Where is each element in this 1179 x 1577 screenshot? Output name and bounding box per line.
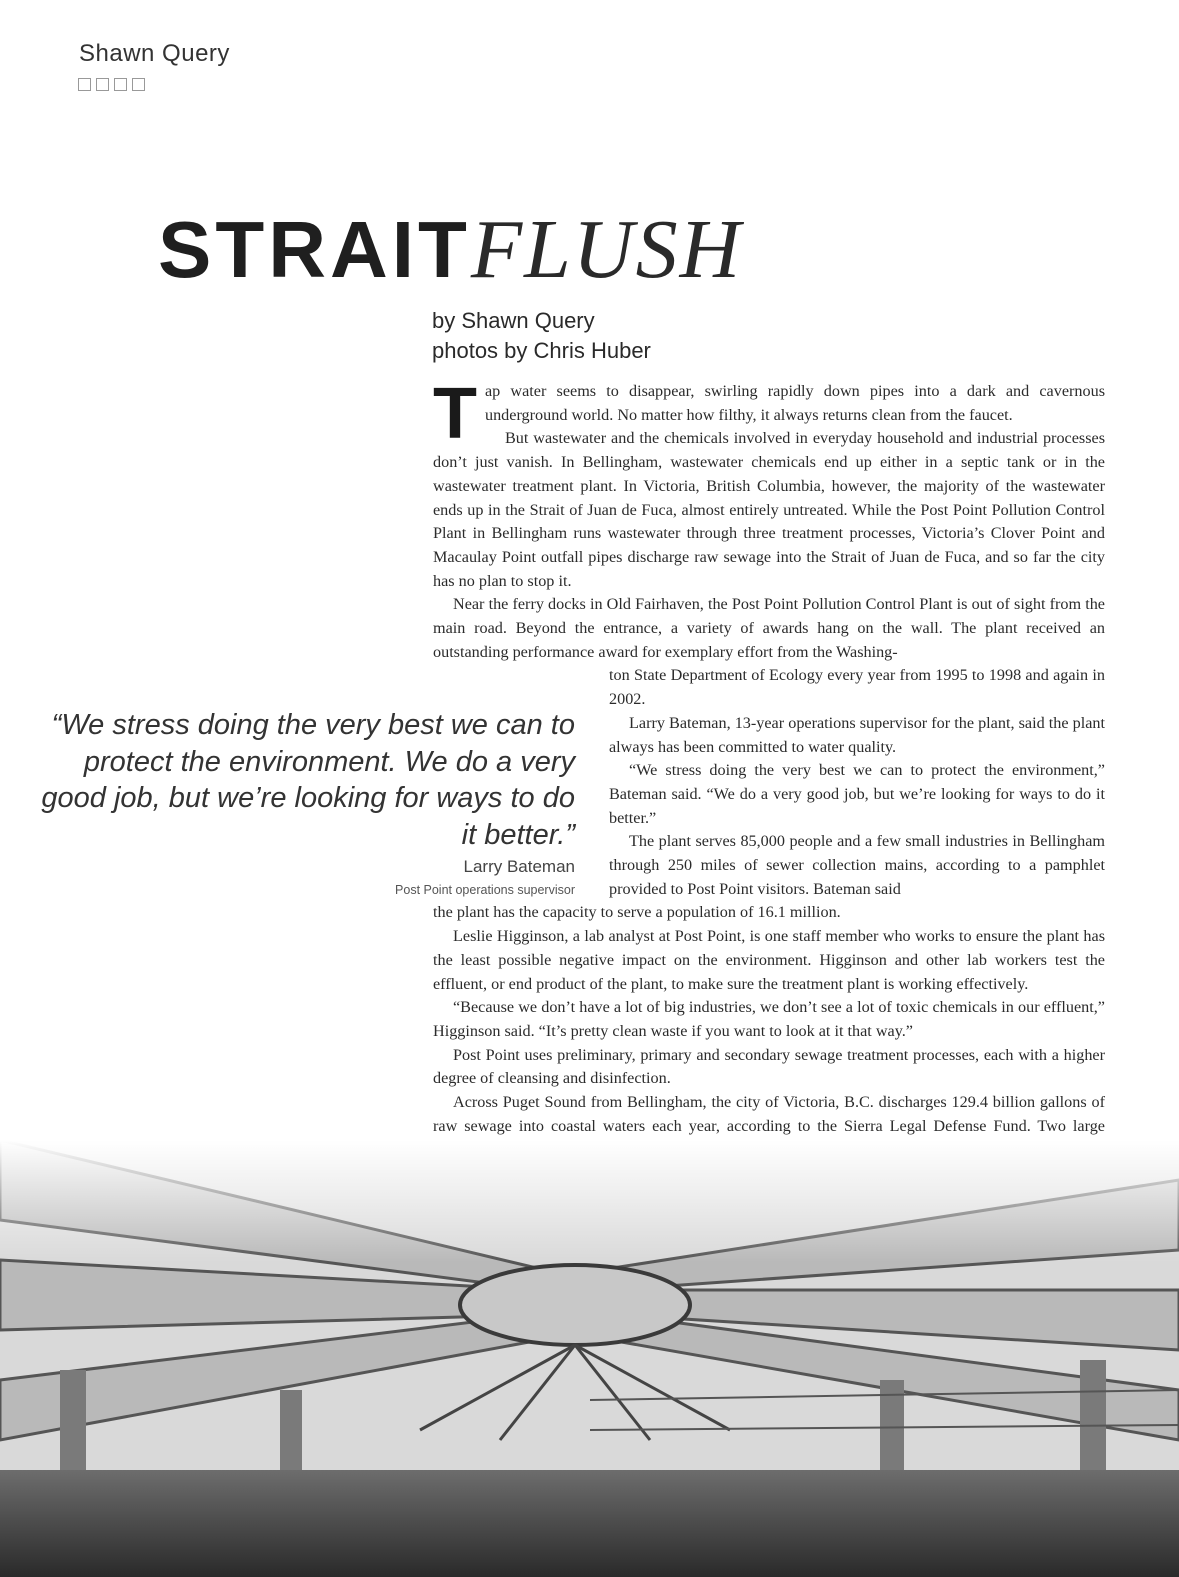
article-paragraph: But wastewater and the chemicals involved in everyday household and industrial processes don’t just vanish. In Bellingham, wastewater chemicals end up either in a septic tank or in the wastewater treatment plant. In Victoria, British Columbia, however, the majority of the wastewater ends up in the Strait of Juan de Fuca, almost entirely untreated. While the Post Point Pollution Control Plant in Bellingham runs wastewater through three treatment processes, Victoria’s Clover Point and Macaulay Point outfall pipes discharge raw sewage into the Strait of Juan de Fuca, and so far the city has no plan to stop it.: [433, 429, 1105, 590]
article-paragraph: the plant has the capacity to serve a population of 16.1 million.: [433, 903, 841, 922]
article-paragraph: ton State Department of Ecology every year from 1995 to 1998 and again in 2002.: [609, 666, 1105, 709]
article-paragraph: The plant serves 85,000 people and a few small industries in Bellingham through 250 miles of sewer collection mains, according to a pamphlet provided to Post Point visitors. Bateman said: [609, 832, 1105, 898]
decor-box: [78, 78, 91, 91]
pull-quote-attribution-title: Post Point operations supervisor: [395, 883, 575, 897]
article-paragraph: “We stress doing the very best we can to protect the environment,” Bateman said. “We do a very good job, but we’re looking for ways to do it better.”: [609, 761, 1105, 827]
byline: [432, 306, 651, 366]
title-part-flush: FLUSH: [470, 203, 743, 296]
drop-cap: T: [433, 374, 477, 454]
article-paragraph: Across Puget Sound from Bellingham, the city of Victoria, B.C. discharges 129.4 billion gallons of raw sewage into coastal waters each year, according to the Sierra Legal Defense Fund. Two large: [433, 1093, 1105, 1135]
article-paragraph: Near the ferry docks in Old Fairhaven, the Post Point Pollution Control Plant is out of sight from the main road. Beyond the entrance, a variety of awards hang on the wall. The plant received an outstanding performance award for exemplary effort from the Washing-: [433, 595, 1105, 661]
decor-box: [114, 78, 127, 91]
decor-box: [132, 78, 145, 91]
byline-photos: photos by Chris Huber: [432, 338, 651, 363]
decor-box: [96, 78, 109, 91]
treatment-plant-photo: [0, 1140, 1179, 1577]
pull-quote: [40, 707, 575, 897]
header-author-name: Shawn Query: [79, 40, 230, 67]
article-paragraph: Post Point uses preliminary, primary and secondary sewage treatment processes, each with a higher degree of cleansing and disinfection.: [433, 1045, 1105, 1088]
header-decoration: [78, 78, 145, 91]
pull-quote-text: “We stress doing the very best we can to protect the environment. We do a very good job, but we’re looking for ways to do it better.”: [41, 709, 575, 851]
article-paragraph: Larry Bateman, 13-year operations supervisor for the plant, said the plant always has been committed to water quality.: [609, 713, 1105, 756]
paragraph-text: ap water seems to disappear, swirling rapidly down pipes into a dark and cavernous underground world. No matter how filthy, it always returns clean from the faucet.: [484, 382, 1105, 424]
article-paragraph: Leslie Higginson, a lab analyst at Post Point, is one staff member who works to ensure the plant has the least possible negative impact on the environment. Higginson and other lab workers test the effluent, or end product of the plant, to make sure the treatment plant is working effectively.: [433, 927, 1105, 993]
article-title: [158, 203, 743, 296]
title-part-strait: STRAIT: [158, 205, 471, 294]
article-paragraph: [433, 374, 1105, 454]
pull-quote-attribution-name: Larry Bateman: [463, 857, 575, 876]
byline-author: by Shawn Query: [432, 308, 595, 333]
article-paragraph: “Because we don’t have a lot of big industries, we don’t see a lot of toxic chemicals in our effluent,” Higginson said. “It’s pretty clean waste if you want to look at it that way.”: [433, 998, 1105, 1040]
